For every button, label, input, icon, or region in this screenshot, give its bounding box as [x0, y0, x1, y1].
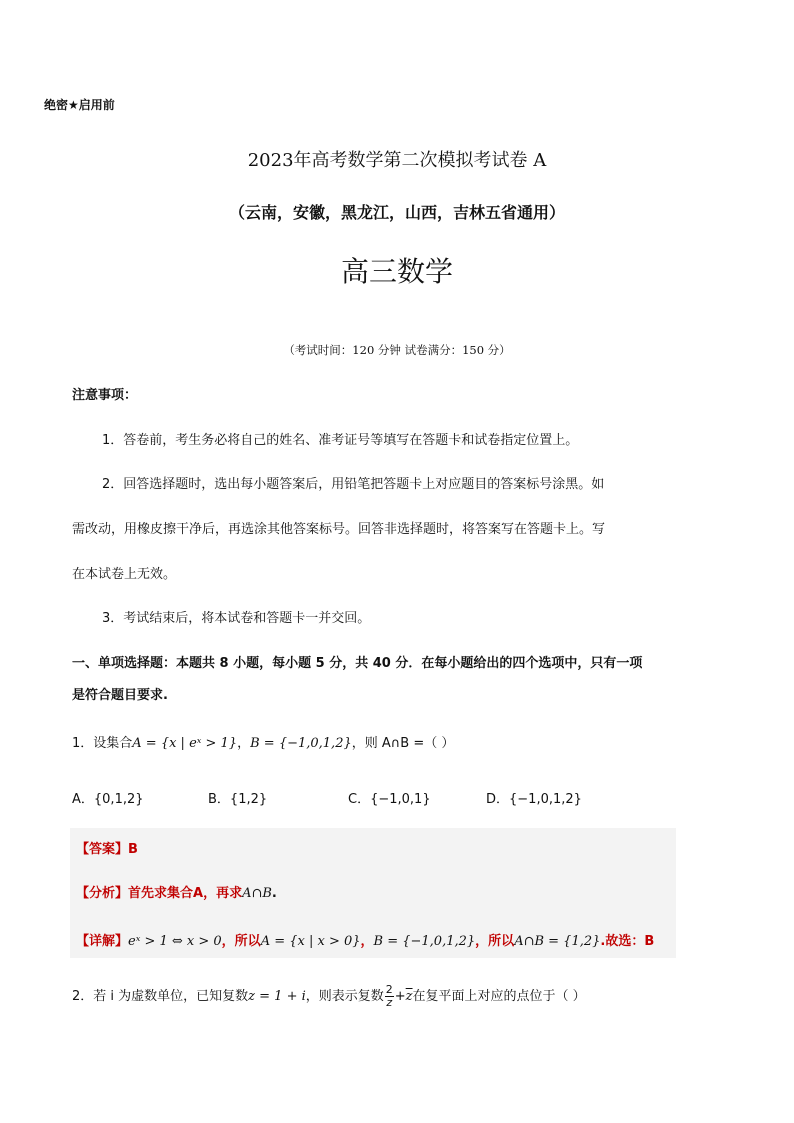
- notice-title: 注意事项：: [72, 388, 138, 403]
- question-2-plus: +: [394, 989, 406, 1004]
- subject-heading: 高三数学: [340, 255, 453, 288]
- notice-item-2-line-2: 需改动，用橡皮擦干净后，再选涂其他答案标号。回答非选择题时，将答案写在答题卡上。写: [72, 522, 606, 537]
- question-1-option-c: C．{−1,0,1}: [348, 792, 431, 807]
- detail-math-2: A = {x | x > 0}: [260, 934, 361, 949]
- section-heading-line-2: 是符合题目要求.: [72, 688, 168, 703]
- notice-item-2-line-3: 在本试卷上无效。: [72, 567, 177, 582]
- detail-math-3: B = {−1,0,1,2}: [373, 934, 476, 949]
- notice-item-3: 3．考试结束后，将本试卷和答题卡一并交回。: [102, 611, 371, 626]
- detail-math-1: eˣ > 1 ⇔ x > 0: [128, 934, 222, 949]
- question-2-fraction: [385, 984, 394, 1009]
- question-1-ask: ，则 A∩B =（ ）: [351, 736, 455, 751]
- section-heading-line-1: 一、单项选择题：本题共 8 小题，每小题 5 分，共 40 分．在每小题给出的四个选项中，只有一项: [72, 656, 643, 671]
- question-2-prefix: 2．若 i 为虚数单位，已知复数: [72, 989, 249, 1004]
- question-1-separator: ，: [237, 736, 251, 751]
- question-1-option-b: B．{1,2}: [208, 792, 268, 807]
- question-1-stem: [72, 732, 454, 751]
- notice-item-2-line-1: 2．回答选择题时，选出每小题答案后，用铅笔把答题卡上对应题目的答案标号涂黑。如: [102, 477, 605, 492]
- question-2-suffix: 在复平面上对应的点位于（ ）: [412, 989, 586, 1004]
- exam-subtitle: （云南，安徽，黑龙江，山西，吉林五省通用）: [228, 203, 565, 222]
- analysis-text: 首先求集合A，再求: [128, 886, 243, 901]
- question-1-set-b: B = {−1,0,1,2}: [250, 736, 352, 751]
- question-1-option-a: A．{0,1,2}: [72, 792, 144, 807]
- question-2-z-def: z = 1 + i: [248, 989, 306, 1004]
- confidential-label: 绝密★启用前: [44, 98, 115, 112]
- question-2-conjugate: $\overline{z}$: [405, 989, 413, 1004]
- notice-item-1: 1．答卷前，考生务必将自己的姓名、准考证号等填写在答题卡和试卷指定位置上。: [102, 433, 579, 448]
- answer-line: [76, 838, 138, 857]
- detail-text-3: ，所以: [475, 934, 515, 949]
- analysis-end: .: [271, 886, 277, 901]
- detail-text-1: ，所以: [221, 934, 261, 949]
- exam-title: 2023年高考数学第二次模拟考试卷 A: [247, 150, 547, 171]
- question-2-stem: [72, 984, 586, 1009]
- question-2-mid: ，则表示复数: [305, 989, 384, 1004]
- fraction-denominator: z: [386, 996, 393, 1009]
- detail-line: [76, 930, 654, 949]
- detail-text-4: .故选：B: [600, 934, 655, 949]
- detail-tag: 【详解】: [76, 934, 129, 949]
- fraction-numerator: 2: [385, 983, 393, 996]
- question-1-prefix: 1．设集合: [72, 736, 133, 751]
- analysis-line: [76, 882, 277, 901]
- analysis-tag: 【分析】: [76, 886, 129, 901]
- answer-tag: 【答案】: [76, 842, 129, 857]
- exam-info: （考试时间：120 分钟 试卷满分：150 分）: [283, 343, 511, 357]
- analysis-math: A∩B: [242, 886, 272, 901]
- question-1-set-a: A = {x | eˣ > 1}: [132, 736, 238, 751]
- answer-value: B: [128, 842, 138, 857]
- detail-text-2: ，: [360, 934, 374, 949]
- question-1-option-d: D．{−1,0,1,2}: [486, 792, 582, 807]
- detail-math-4: A∩B = {1,2}: [514, 934, 601, 949]
